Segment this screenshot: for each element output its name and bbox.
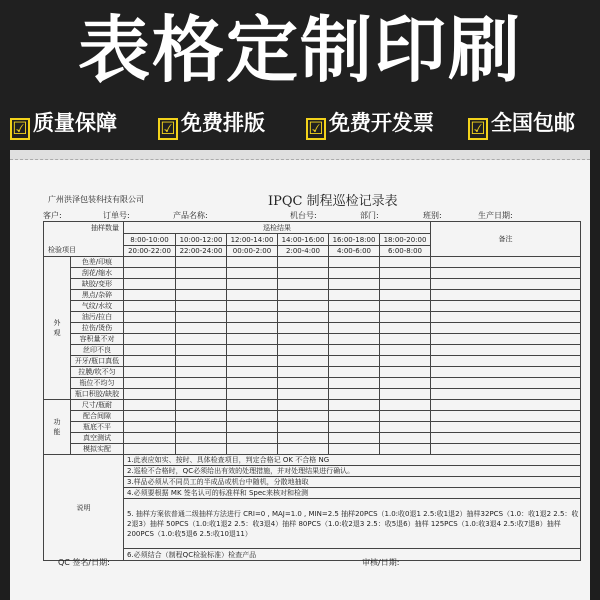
time-slot-night: 4:00-6:00 xyxy=(329,245,380,256)
result-cell[interactable] xyxy=(227,301,278,312)
item-row xyxy=(44,268,581,279)
time-slot-day: 12:00-14:00 xyxy=(227,234,278,245)
result-cell[interactable] xyxy=(278,301,329,312)
result-cell[interactable] xyxy=(329,422,380,433)
qc-signature-field: QC 签名/日期: xyxy=(58,558,110,567)
item-row xyxy=(44,433,581,444)
result-cell[interactable] xyxy=(124,345,176,356)
remark-cell[interactable] xyxy=(431,433,581,444)
result-cell[interactable] xyxy=(176,367,227,378)
check-icon: ☑ xyxy=(10,118,30,140)
remark-cell[interactable] xyxy=(431,268,581,279)
remark-cell[interactable] xyxy=(431,301,581,312)
badge-label: 免费排版 xyxy=(181,111,265,135)
result-cell[interactable] xyxy=(329,268,380,279)
time-slot-day: 18:00-20:00 xyxy=(380,234,431,245)
time-slot-night: 20:00-22:00 xyxy=(124,245,176,256)
result-cell[interactable] xyxy=(329,323,380,334)
banner-title: 表格定制印刷 xyxy=(77,8,522,92)
notes-label: 说明 xyxy=(44,455,124,561)
result-cell[interactable] xyxy=(278,422,329,433)
result-cell[interactable] xyxy=(227,422,278,433)
result-cell[interactable] xyxy=(227,334,278,345)
result-cell[interactable] xyxy=(329,301,380,312)
result-cell[interactable] xyxy=(380,433,431,444)
item-row xyxy=(44,411,581,422)
result-cell[interactable] xyxy=(176,356,227,367)
result-cell[interactable] xyxy=(227,345,278,356)
result-cell[interactable] xyxy=(124,334,176,345)
check-icon: ☑ xyxy=(468,118,488,140)
result-cell[interactable] xyxy=(176,345,227,356)
note-text: 6.必须结合（制程QC检验标准）检查产品 xyxy=(124,549,581,561)
result-cell[interactable] xyxy=(380,400,431,411)
result-cell[interactable] xyxy=(227,290,278,301)
note-row xyxy=(44,549,581,561)
result-cell[interactable] xyxy=(278,389,329,400)
remark-cell[interactable] xyxy=(431,279,581,290)
check-item-name: 油污/拉白 xyxy=(71,312,124,323)
result-cell[interactable] xyxy=(227,257,278,268)
remark-cell[interactable] xyxy=(431,411,581,422)
remark-cell[interactable] xyxy=(431,345,581,356)
remark-cell[interactable] xyxy=(431,257,581,268)
result-cell[interactable] xyxy=(329,334,380,345)
result-cell[interactable] xyxy=(380,268,431,279)
result-cell[interactable] xyxy=(329,356,380,367)
result-cell[interactable] xyxy=(124,279,176,290)
result-cell[interactable] xyxy=(176,444,227,455)
result-cell[interactable] xyxy=(124,268,176,279)
item-row xyxy=(44,323,581,334)
result-cell[interactable] xyxy=(380,323,431,334)
check-item-name: 色差/印痕 xyxy=(71,257,124,268)
result-cell[interactable] xyxy=(329,433,380,444)
result-cell[interactable] xyxy=(124,411,176,422)
item-row xyxy=(44,334,581,345)
result-cell[interactable] xyxy=(176,279,227,290)
item-row xyxy=(44,257,581,268)
check-item-name: 尺寸/瓶耐 xyxy=(71,400,124,411)
check-item-name: 黑点/杂碎 xyxy=(71,290,124,301)
company-name: 广州洪泽包装科技有限公司 xyxy=(48,195,144,204)
check-item-name: 配合间隙 xyxy=(71,411,124,422)
result-cell[interactable] xyxy=(278,312,329,323)
result-cell[interactable] xyxy=(278,290,329,301)
note-text: 3.样品必须从不同员工的半成品或机台中随机，分散地抽取 xyxy=(124,477,581,488)
time-slot-night: 22:00-24:00 xyxy=(176,245,227,256)
time-slot-day: 14:00-16:00 xyxy=(278,234,329,245)
result-cell[interactable] xyxy=(227,389,278,400)
check-item-name: 模拟实配 xyxy=(71,444,124,455)
check-item-name: 瓶口积胶/缺胶 xyxy=(71,389,124,400)
check-item-name: 瓶底不平 xyxy=(71,422,124,433)
result-cell[interactable] xyxy=(227,323,278,334)
time-slot-night: 2:00-4:00 xyxy=(278,245,329,256)
result-cell[interactable] xyxy=(380,389,431,400)
result-cell[interactable] xyxy=(380,356,431,367)
result-cell[interactable] xyxy=(124,356,176,367)
remark-cell[interactable] xyxy=(431,378,581,389)
item-row xyxy=(44,312,581,323)
item-row xyxy=(44,345,581,356)
check-item-name: 缺胶/变形 xyxy=(71,279,124,290)
result-cell[interactable] xyxy=(380,444,431,455)
remark-header: 备注 xyxy=(431,222,581,257)
result-header: 巡检结果 xyxy=(124,222,431,234)
result-cell[interactable] xyxy=(124,312,176,323)
result-cell[interactable] xyxy=(124,433,176,444)
result-cell[interactable] xyxy=(329,279,380,290)
result-cell[interactable] xyxy=(380,345,431,356)
badge-quality xyxy=(10,106,117,140)
result-cell[interactable] xyxy=(380,367,431,378)
check-icon: ☑ xyxy=(306,118,326,140)
badge-label: 全国包邮 xyxy=(491,111,575,135)
remark-cell[interactable] xyxy=(431,444,581,455)
field-production-date: 生产日期: xyxy=(478,211,513,220)
badge-free-invoice xyxy=(306,106,434,140)
check-item-name: 气纹/水纹 xyxy=(71,301,124,312)
result-cell[interactable] xyxy=(124,422,176,433)
result-cell[interactable] xyxy=(380,422,431,433)
result-cell[interactable] xyxy=(227,268,278,279)
result-cell[interactable] xyxy=(278,279,329,290)
promo-banner xyxy=(0,0,600,150)
result-cell[interactable] xyxy=(380,301,431,312)
result-cell[interactable] xyxy=(227,356,278,367)
check-item-name: 拉膜/吹不匀 xyxy=(71,367,124,378)
result-cell[interactable] xyxy=(329,345,380,356)
item-row xyxy=(44,301,581,312)
result-cell[interactable] xyxy=(380,290,431,301)
result-cell[interactable] xyxy=(329,444,380,455)
badge-label: 免费开发票 xyxy=(329,111,434,135)
result-cell[interactable] xyxy=(278,268,329,279)
result-cell[interactable] xyxy=(176,411,227,422)
note-text: 2.巡检不合格时，QC必须给出有效的处理措施，并对处理结果进行确认。 xyxy=(124,466,581,477)
item-row xyxy=(44,400,581,411)
result-cell[interactable] xyxy=(227,312,278,323)
item-row xyxy=(44,367,581,378)
field-customer: 客户: xyxy=(43,211,62,220)
check-item-name: 刮花/缩水 xyxy=(71,268,124,279)
inspection-table xyxy=(43,221,581,561)
result-cell[interactable] xyxy=(278,323,329,334)
check-item-name: 丝印不良 xyxy=(71,345,124,356)
item-row xyxy=(44,389,581,400)
time-slot-night: 6:00-8:00 xyxy=(380,245,431,256)
remark-cell[interactable] xyxy=(431,334,581,345)
note-text: 5. 抽样方案依普通二级抽样方法进行 CRI=0 , MAJ=1.0 , MIN=2.5 抽样20PCS（1.0:收0退1 2.5:收1退2）抽样32PCS（1.0：收1退2 2.5：收2退3）抽样 50PCS（1.0:收1退2 2.5：收3退4）抽样 80PCS（1.0:收2退3 2.5：收5退6）抽样 125PCS（1.0:收3退4 2.5:收7退8）抽样 200PCS（1.0:收5退6 2.5:收10退11） xyxy=(124,499,581,549)
review-signature-field: 审核/日期: xyxy=(362,558,400,567)
result-cell[interactable] xyxy=(278,433,329,444)
note-row xyxy=(44,488,581,499)
remark-cell[interactable] xyxy=(431,356,581,367)
item-row xyxy=(44,378,581,389)
result-cell[interactable] xyxy=(278,257,329,268)
note-row xyxy=(44,455,581,466)
check-item-name: 拉伤/烫伤 xyxy=(71,323,124,334)
perforation-strip xyxy=(10,150,590,160)
result-cell[interactable] xyxy=(278,334,329,345)
check-icon: ☑ xyxy=(158,118,178,140)
field-department: 部门: xyxy=(360,211,379,220)
remark-cell[interactable] xyxy=(431,422,581,433)
result-cell[interactable] xyxy=(176,378,227,389)
field-machine-no: 机台号: xyxy=(290,211,317,220)
remark-cell[interactable] xyxy=(431,389,581,400)
result-cell[interactable] xyxy=(380,257,431,268)
note-text: 4.必须要根据 MK 签名认可的标准样和 Spec来核对和检测 xyxy=(124,488,581,499)
remark-cell[interactable] xyxy=(431,312,581,323)
note-row xyxy=(44,466,581,477)
group-appearance-label: 外观 xyxy=(44,257,71,400)
field-order-no: 订单号: xyxy=(103,211,130,220)
note-text: 1.此表应如实、按时、具体检查项目，判定合格记 OK 不合格 NG xyxy=(124,455,581,466)
result-cell[interactable] xyxy=(227,411,278,422)
item-row xyxy=(44,444,581,455)
check-item-name: 开牙/瓶口真低 xyxy=(71,356,124,367)
result-cell[interactable] xyxy=(124,323,176,334)
item-row xyxy=(44,422,581,433)
result-cell[interactable] xyxy=(227,378,278,389)
result-cell[interactable] xyxy=(124,389,176,400)
field-shift: 班别: xyxy=(423,211,442,220)
result-cell[interactable] xyxy=(176,257,227,268)
result-cell[interactable] xyxy=(329,400,380,411)
result-cell[interactable] xyxy=(227,444,278,455)
time-slot-night: 00:00-2:00 xyxy=(227,245,278,256)
check-item-name: 容积量不对 xyxy=(71,334,124,345)
badge-free-shipping xyxy=(468,106,575,140)
result-cell[interactable] xyxy=(278,367,329,378)
result-cell[interactable] xyxy=(278,411,329,422)
result-cell[interactable] xyxy=(278,378,329,389)
result-cell[interactable] xyxy=(124,290,176,301)
item-row xyxy=(44,279,581,290)
result-cell[interactable] xyxy=(176,268,227,279)
result-cell[interactable] xyxy=(380,279,431,290)
result-cell[interactable] xyxy=(329,389,380,400)
result-cell[interactable] xyxy=(176,433,227,444)
result-cell[interactable] xyxy=(176,290,227,301)
result-cell[interactable] xyxy=(124,367,176,378)
result-cell[interactable] xyxy=(124,301,176,312)
check-item-name: 真空测试 xyxy=(71,433,124,444)
result-cell[interactable] xyxy=(380,411,431,422)
check-item-name: 瓶位不均匀 xyxy=(71,378,124,389)
result-cell[interactable] xyxy=(329,290,380,301)
result-cell[interactable] xyxy=(380,334,431,345)
result-cell[interactable] xyxy=(124,378,176,389)
field-product-name: 产品名称: xyxy=(173,211,208,220)
result-cell[interactable] xyxy=(176,400,227,411)
result-cell[interactable] xyxy=(227,400,278,411)
time-slot-day: 16:00-18:00 xyxy=(329,234,380,245)
group-function-label: 功能 xyxy=(44,400,71,455)
form-paper xyxy=(10,150,590,600)
result-cell[interactable] xyxy=(176,334,227,345)
result-cell[interactable] xyxy=(329,411,380,422)
result-cell[interactable] xyxy=(278,444,329,455)
item-row xyxy=(44,290,581,301)
remark-cell[interactable] xyxy=(431,290,581,301)
remark-cell[interactable] xyxy=(431,367,581,378)
result-cell[interactable] xyxy=(176,301,227,312)
result-cell[interactable] xyxy=(124,400,176,411)
time-slot-day: 10:00-12:00 xyxy=(176,234,227,245)
result-cell[interactable] xyxy=(124,257,176,268)
result-cell[interactable] xyxy=(380,378,431,389)
result-cell[interactable] xyxy=(176,422,227,433)
result-cell[interactable] xyxy=(329,257,380,268)
badge-free-layout xyxy=(158,106,265,140)
result-cell[interactable] xyxy=(380,312,431,323)
result-cell[interactable] xyxy=(176,312,227,323)
remark-cell[interactable] xyxy=(431,400,581,411)
result-cell[interactable] xyxy=(329,312,380,323)
result-cell[interactable] xyxy=(227,279,278,290)
result-cell[interactable] xyxy=(278,345,329,356)
check-item-label: 检验项目 xyxy=(48,246,76,254)
sample-qty-label: 抽样数量 xyxy=(91,224,119,232)
form-title: IPQC 制程巡检记录表 xyxy=(268,194,398,209)
item-row xyxy=(44,356,581,367)
result-cell[interactable] xyxy=(278,400,329,411)
result-cell[interactable] xyxy=(227,433,278,444)
note-row xyxy=(44,477,581,488)
result-cell[interactable] xyxy=(176,389,227,400)
badge-label: 质量保障 xyxy=(33,111,117,135)
remark-cell[interactable] xyxy=(431,323,581,334)
time-slot-day: 8:00-10:00 xyxy=(124,234,176,245)
result-cell[interactable] xyxy=(278,356,329,367)
header-corner xyxy=(44,222,124,257)
result-cell[interactable] xyxy=(329,367,380,378)
result-cell[interactable] xyxy=(124,444,176,455)
result-cell[interactable] xyxy=(227,367,278,378)
result-cell[interactable] xyxy=(329,378,380,389)
result-cell[interactable] xyxy=(176,323,227,334)
note-row xyxy=(44,499,581,549)
badge-row xyxy=(10,106,590,140)
